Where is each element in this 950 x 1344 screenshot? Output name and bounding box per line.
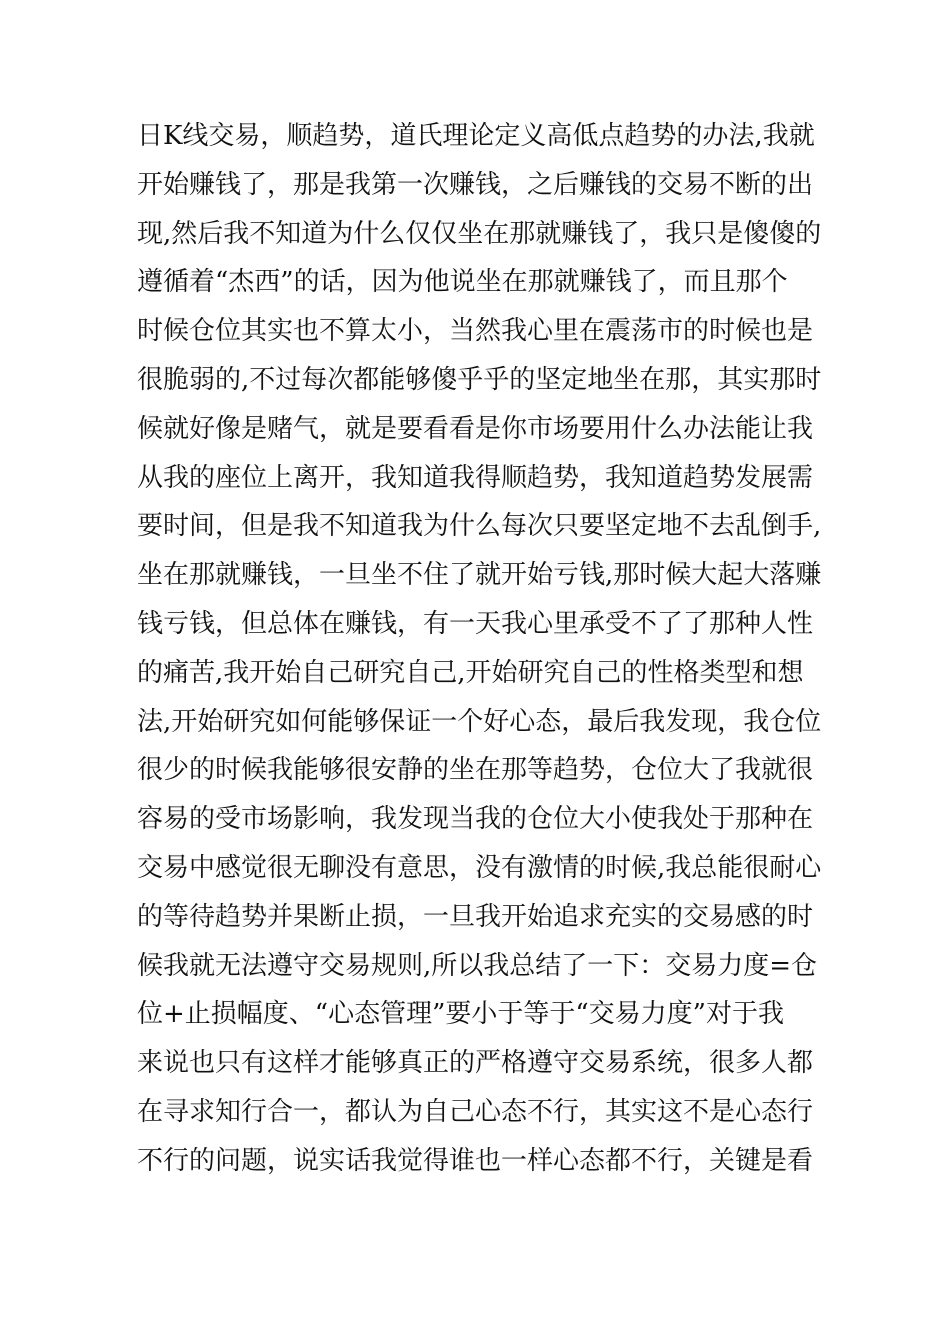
text-line: 很少的时候我能够很安静的坐在那等趋势，仓位大了我就很: [137, 755, 814, 786]
text-line: 不行的问题，说实话我觉得谁也一样心态都不行，关键是看: [137, 1145, 814, 1176]
text-line: 从我的座位上离开，我知道我得顺趋势，我知道趋势发展需: [137, 462, 814, 493]
text-line: 要时间，但是我不知道我为什么每次只要坚定地不去乱倒手,: [137, 511, 822, 542]
text-line: 开始赚钱了，那是我第一次赚钱，之后赚钱的交易不断的出: [137, 169, 814, 200]
text-line: 钱亏钱，但总体在赚钱，有一天我心里承受不了了那种人性: [137, 608, 814, 639]
text-line: 法,开始研究如何能够保证一个好心态，最后我发现，我仓位: [137, 706, 822, 737]
text-line: 坐在那就赚钱，一旦坐不住了就开始亏钱,那时候大起大落赚: [137, 560, 822, 591]
body-text: [137, 112, 827, 1186]
text-line: 很脆弱的,不过每次都能够傻乎乎的坚定地坐在那，其实那时: [137, 364, 822, 395]
text-line: 的等待趋势并果断止损，一旦我开始追求充实的交易感的时: [137, 901, 814, 932]
text-line: 候我就无法遵守交易规则,所以我总结了一下：交易力度=仓: [137, 950, 818, 981]
text-line: 位+止损幅度、“心态管理”要小于等于“交易力度”对于我: [137, 999, 784, 1030]
text-line: 时候仓位其实也不算太小，当然我心里在震荡市的时候也是: [137, 316, 814, 347]
text-line: 日K线交易，顺趋势，道氏理论定义高低点趋势的办法,我就: [137, 121, 815, 151]
text-line: 遵循着“杰西”的话，因为他说坐在那就赚钱了，而且那个: [137, 267, 788, 298]
text-line: 候就好像是赌气，就是要看看是你市场要用什么办法能让我: [137, 413, 814, 444]
text-line: 容易的受市场影响，我发现当我的仓位大小使我处于那种在: [137, 804, 814, 835]
text-line: 交易中感觉很无聊没有意思，没有激情的时候,我总能很耐心: [137, 852, 822, 883]
text-line: 现,然后我不知道为什么仅仅坐在那就赚钱了，我只是傻傻的: [137, 218, 822, 249]
text-line: 来说也只有这样才能够真正的严格遵守交易系统，很多人都: [137, 1048, 814, 1079]
text-line: 在寻求知行合一，都认为自己心态不行，其实这不是心态行: [137, 1096, 814, 1127]
text-line: 的痛苦,我开始自己研究自己,开始研究自己的性格类型和想: [137, 657, 804, 688]
